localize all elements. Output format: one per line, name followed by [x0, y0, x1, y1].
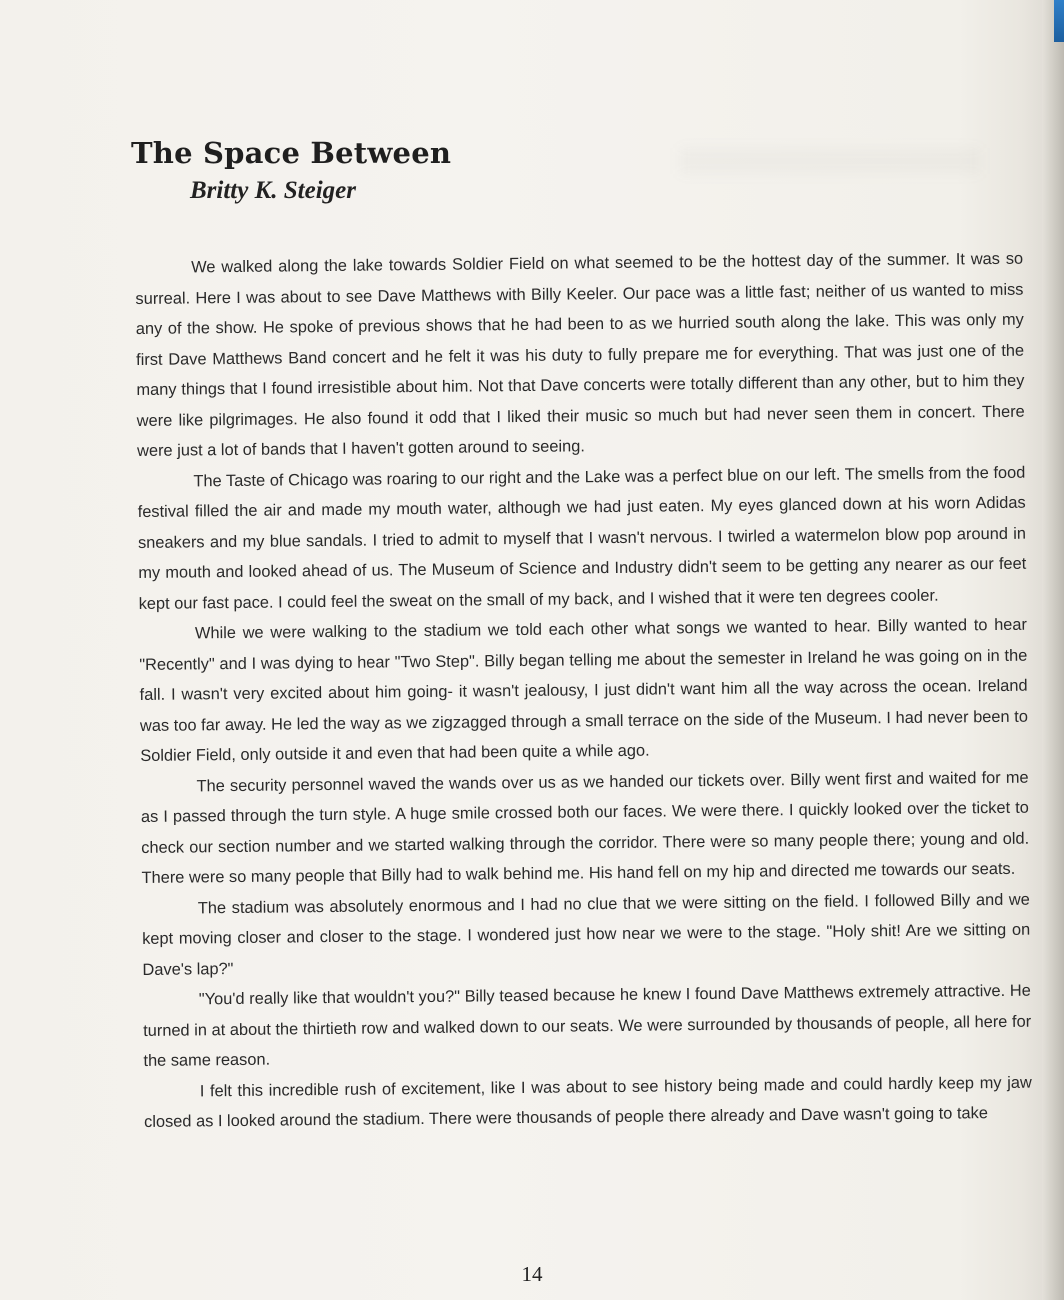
paragraph-1: We walked along the lake towards Soldier Field on what seemed to be the hottest day of the summer. It was so surreal. Here I was about to see Dave Matthews with Billy Keeler. Our pace was a little fast; neither of us wanted to miss any of the show. He spoke of previous shows that he had been to as we hurried south along the lake. This was only my first Dave Matthews Band concert and he felt it was his duty to fully prepare me for everything. That was just one of the many things that I found irresistible about him. Not that Dave concerts were totally different than any other, but to him they were like pilgrimages. He also found it odd that I liked their music so much but had never seen them in concert. There were just a lot of bands that I haven't gotten around to seeing.	[135, 249, 1025, 460]
blue-corner-tab	[1054, 0, 1064, 42]
paragraph-3: While we were walking to the stadium we told each other what songs we wanted to hear. Billy wanted to hear "Recently" and I was dying to hear "Two Step". Billy began telling me about the semester in Ireland he was going on in the fall. I wasn't very excited about him going- it wasn't jealousy, I just didn't want him all the way across the ocean. Ireland was too far away. He led the way as we zigzagged through a small terrace on the side of the Museum. I had never been to Soldier Field, only outside it and even that had been quite a while ago.	[139, 615, 1028, 765]
paragraph-2: The Taste of Chicago was roaring to our right and the Lake was a perfect blue on our left. The smells from the food festival filled the air and made my mouth water, although we had just eaten. My eyes glanced down at his worn Adidas sneakers and my blue sandals. I tried to admit to myself that I wasn't nervous. I twirled a watermelon blow pop around in my mouth and looked ahead of us. The Museum of Science and Industry didn't seem to be getting any nearer as our feet kept our fast pace. I could feel the sweat on the small of my back, and I wished that it were ten degrees cooler.	[137, 463, 1027, 613]
paragraph-7: I felt this incredible rush of excitement, like I was about to see history being made and could hardly keep my jaw closed as I looked around the stadium. There were thousands of people there already and Dave wasn't going to take	[144, 1073, 1032, 1131]
paragraph-5: The stadium was absolutely enormous and I had no clue that we were sitting on the field. I followed Billy and we kept moving closer and closer to the stage. I wondered just how near we were to the stage. "Holy shit! Are we sitting on Dave's lap?"	[142, 890, 1031, 979]
show-through-shadow	[680, 148, 980, 174]
story-title: The Space Between	[131, 136, 452, 170]
paragraph-4: The security personnel waved the wands over us as we handed our tickets over. Billy went first and waited for me as I passed through the turn style. A huge smile crossed both our faces. We were there. I quickly looked over the ticket to check our section number and we started walking through the corridor. There were so many people there; young and old. There were so many people that Billy had to walk behind me. His hand fell on my hip and directed me towards our seats.	[140, 768, 1030, 887]
story-body	[135, 244, 1032, 1138]
story-author: Britty K. Steiger	[190, 177, 356, 204]
paragraph-6: "You'd really like that wouldn't you?" Billy teased because he knew I found Dave Matthews extremely attractive. He turned in at about the thirtieth row and walked down to our seats. We were surrounded by thousands of people, all here for the same reason.	[143, 981, 1032, 1070]
page-gutter-edge	[1042, 0, 1064, 1300]
page-number: 14	[521, 1262, 543, 1286]
